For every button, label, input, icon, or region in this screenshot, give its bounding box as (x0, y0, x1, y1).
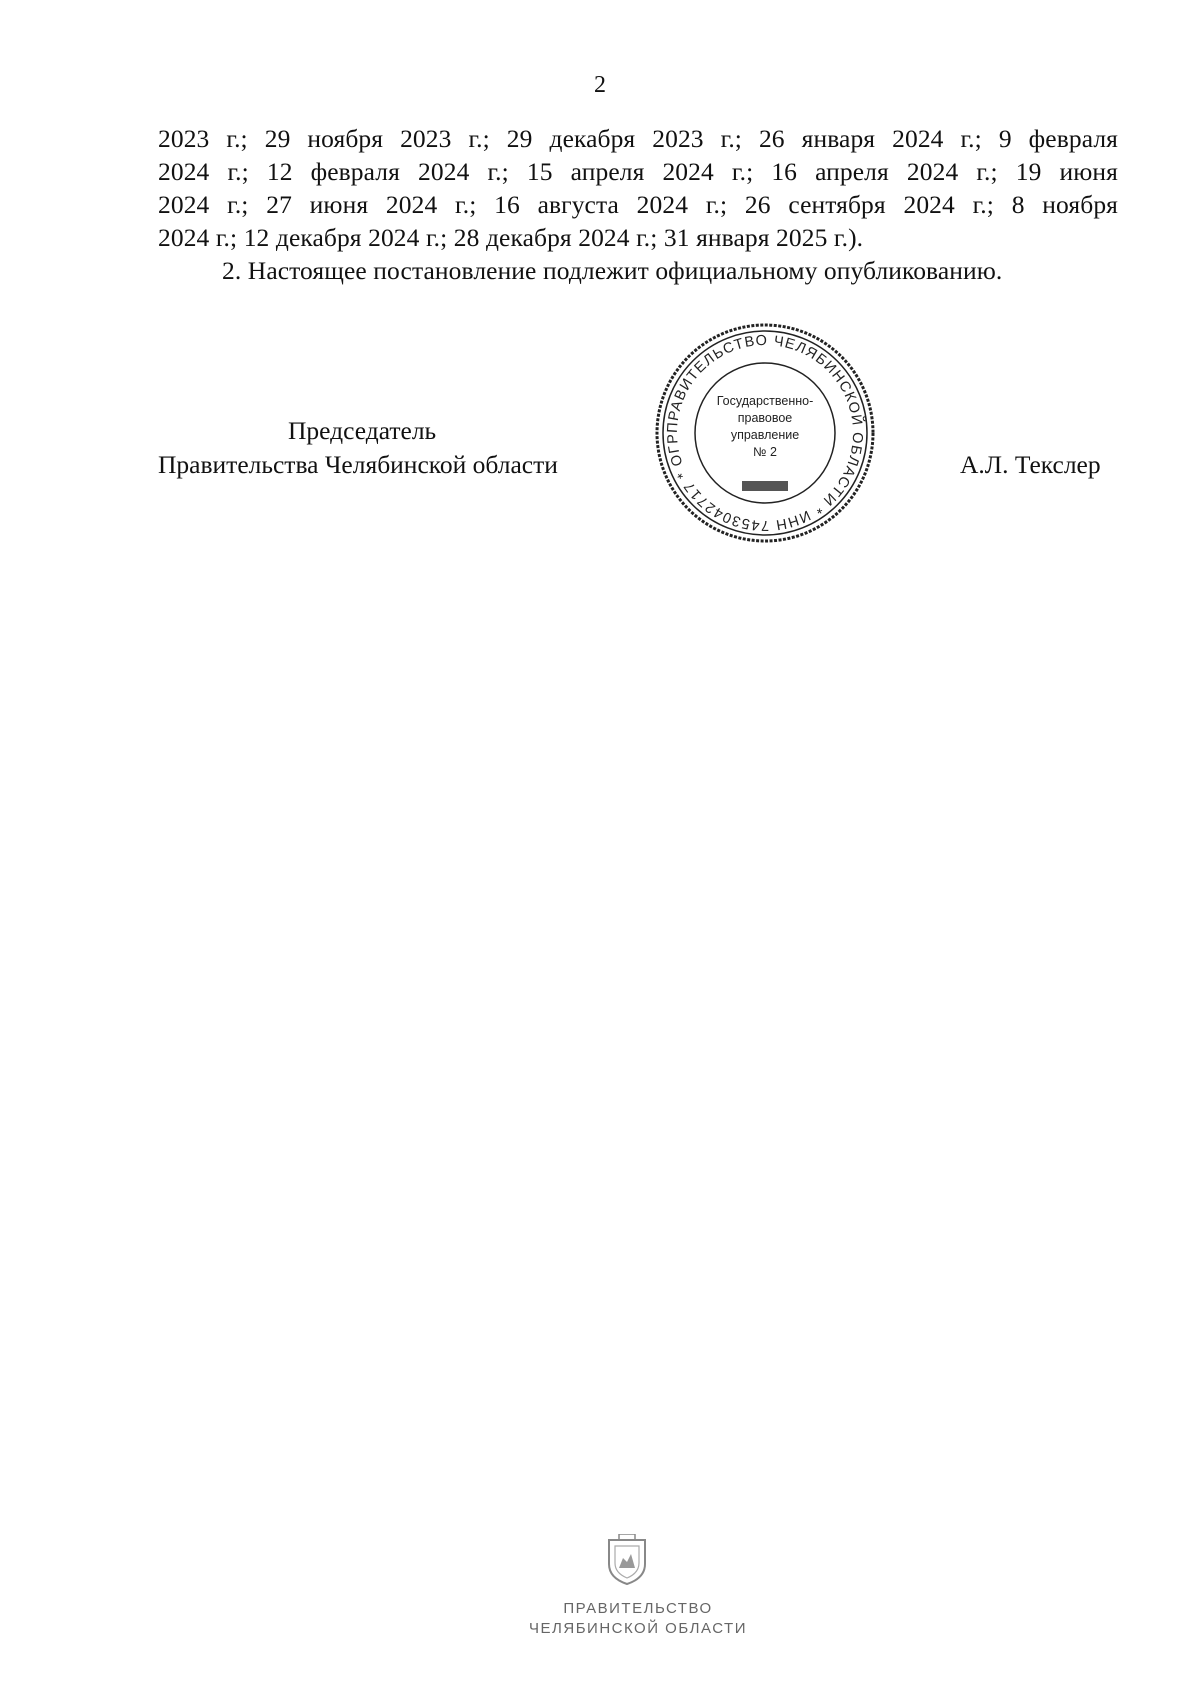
signatory-title-line1: Председатель (288, 416, 437, 445)
footer-line2: ЧЕЛЯБИНСКОЙ ОБЛАСТИ (529, 1620, 747, 1637)
page-number: 2 (594, 72, 606, 98)
paragraph-line-3: 2024 г.; 27 июня 2024 г.; 16 августа 2024 г.; 26 сентября 2024 г.; 8 ноября (158, 190, 1118, 219)
seal-center-text (710, 393, 820, 461)
seal-center-line3: управление (730, 428, 800, 442)
footer-letterhead (0, 1534, 1200, 1654)
coat-of-arms-icon (605, 1534, 649, 1586)
seal-center-line2: правовое (737, 411, 793, 425)
seal-center-line1: Государственно- (716, 394, 814, 408)
signatory-title-line2: Правительства Челябинской области (158, 450, 558, 479)
signer-name: А.Л. Текслер (960, 450, 1101, 479)
paragraph-publication: 2. Настоящее постановление подлежит официальному опубликованию. (222, 256, 1003, 285)
document-body (158, 122, 1118, 287)
paragraph-line-4: 2024 г.; 12 декабря 2024 г.; 28 декабря 2024 г.; 31 января 2025 г.). (158, 223, 864, 252)
seal-ring-text: ПРАВИТЕЛЬСТВО ЧЕЛЯБИНСКОЙ ОБЛАСТИ * ИНН 7453042717 * ОГР (664, 332, 866, 534)
signatory-title (158, 414, 598, 482)
paragraph-line-2: 2024 г.; 12 февраля 2024 г.; 15 апреля 2024 г.; 16 апреля 2024 г.; 19 июня (158, 157, 1118, 186)
official-seal (650, 318, 880, 548)
footer-line1: ПРАВИТЕЛЬСТВО (563, 1600, 713, 1617)
paragraph-line-1: 2023 г.; 29 ноября 2023 г.; 29 декабря 2023 г.; 26 января 2024 г.; 9 февраля (158, 124, 1118, 153)
seal-center-line4: № 2 (753, 445, 777, 459)
